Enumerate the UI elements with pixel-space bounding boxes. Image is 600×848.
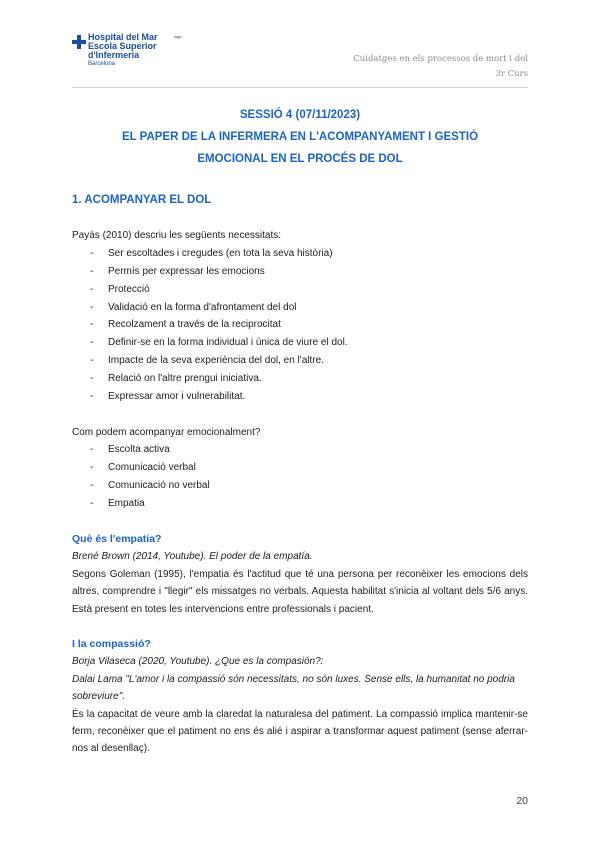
course-info (353, 52, 528, 82)
logo-city: Barcelona (88, 61, 116, 67)
page-header (0, 0, 600, 90)
course-title: Cuidatges en els processos de mort i dol (353, 54, 528, 64)
needs-list (72, 245, 528, 406)
compassion-quote: Dalai Lama "L'amor i la compassió són necessitats, no són luxes. Sense ells, la humanitat no podria sobreviure". (72, 673, 515, 703)
logo-text (88, 33, 158, 69)
header-divider (72, 87, 528, 88)
section-heading-1: 1. ACOMPANYAR EL DOL (72, 194, 212, 206)
page-number: 20 (516, 795, 528, 807)
list-item: - Validació en la forma d'afrontament del dol (90, 301, 297, 313)
list-item: - Comunicació verbal (90, 462, 196, 474)
cross-icon (72, 35, 86, 49)
needs-intro: Payás (2010) descriu les següents necessitats: (72, 230, 281, 242)
empathy-heading: Què és l'empatia? (72, 533, 162, 545)
logo-line-1: Hospital del Mar (88, 32, 158, 42)
empathy-reference: Brené Brown (2014, Youtube). El poder de la empatía. (72, 551, 313, 563)
list-item: - Relació on l'altre prengui iniciativa. (90, 373, 262, 385)
secondary-logo-text: logo (174, 34, 182, 39)
compassion-reference: Borja Vilaseca (2020, Youtube). ¿Que es la compasión?: (72, 656, 324, 668)
compassion-text: És la capacitat de veure amb la claredat la naturalesa del patiment. La compassió implica mantenir-se ferm, reconèixer que el patiment no ens és alié i aspirar a transformar aquest patiment (sense aferrar-nos al desenllaç). (72, 708, 528, 755)
list-item: - Recolzament a través de la reciprocitat (90, 319, 281, 331)
session-title-line-3: EMOCIONAL EN EL PROCÉS DE DOL (197, 153, 403, 165)
list-item: - Empatia (90, 498, 145, 510)
session-title (72, 104, 528, 170)
compassion-heading: I la compassió? (72, 638, 151, 651)
session-title-line-2: EL PAPER DE LA INFERMERA EN L'ACOMPANYAMENT I GESTIÓ (121, 131, 479, 143)
logo-line-2: Escola Superior (88, 41, 157, 51)
list-item: - Permís per expressar les emocions (90, 265, 265, 277)
accompany-question: Com podem acompanyar emocionalment? (72, 426, 261, 438)
logo-line-3: d'Infermeria (88, 50, 140, 60)
page-content (72, 104, 528, 758)
secondary-logo (174, 34, 214, 58)
empathy-text: Segons Goleman (1995), l'empatia és l'actitud que té una persona per reconèixer les emocions dels altres, comprendre i "llegir" els missatges no verbals. Aquesta habilitat s'inicia al voltant dels 5/6 anys. Està present en totes les intervencions entre professionals i pacient. (72, 568, 528, 615)
course-year: 3r Curs (495, 69, 528, 79)
list-item: - Expressar amor i vulnerabilitat. (90, 391, 246, 403)
list-item: - Comunicació no verbal (90, 480, 210, 492)
session-title-line-1: SESSIÓ 4 (07/11/2023) (239, 109, 361, 121)
ways-list (72, 441, 528, 513)
list-item: - Impacte de la seva experiència del dol, en l'altre. (90, 355, 324, 367)
hospital-logo (72, 33, 172, 73)
list-item: - Escolta activa (90, 444, 170, 456)
list-item: - Definir-se en la forma individual i única de viure el dol. (90, 337, 348, 349)
list-item: - Ser escoltades i cregudes (en tota la seva història) (90, 247, 333, 259)
list-item: - Protecció (90, 283, 150, 295)
